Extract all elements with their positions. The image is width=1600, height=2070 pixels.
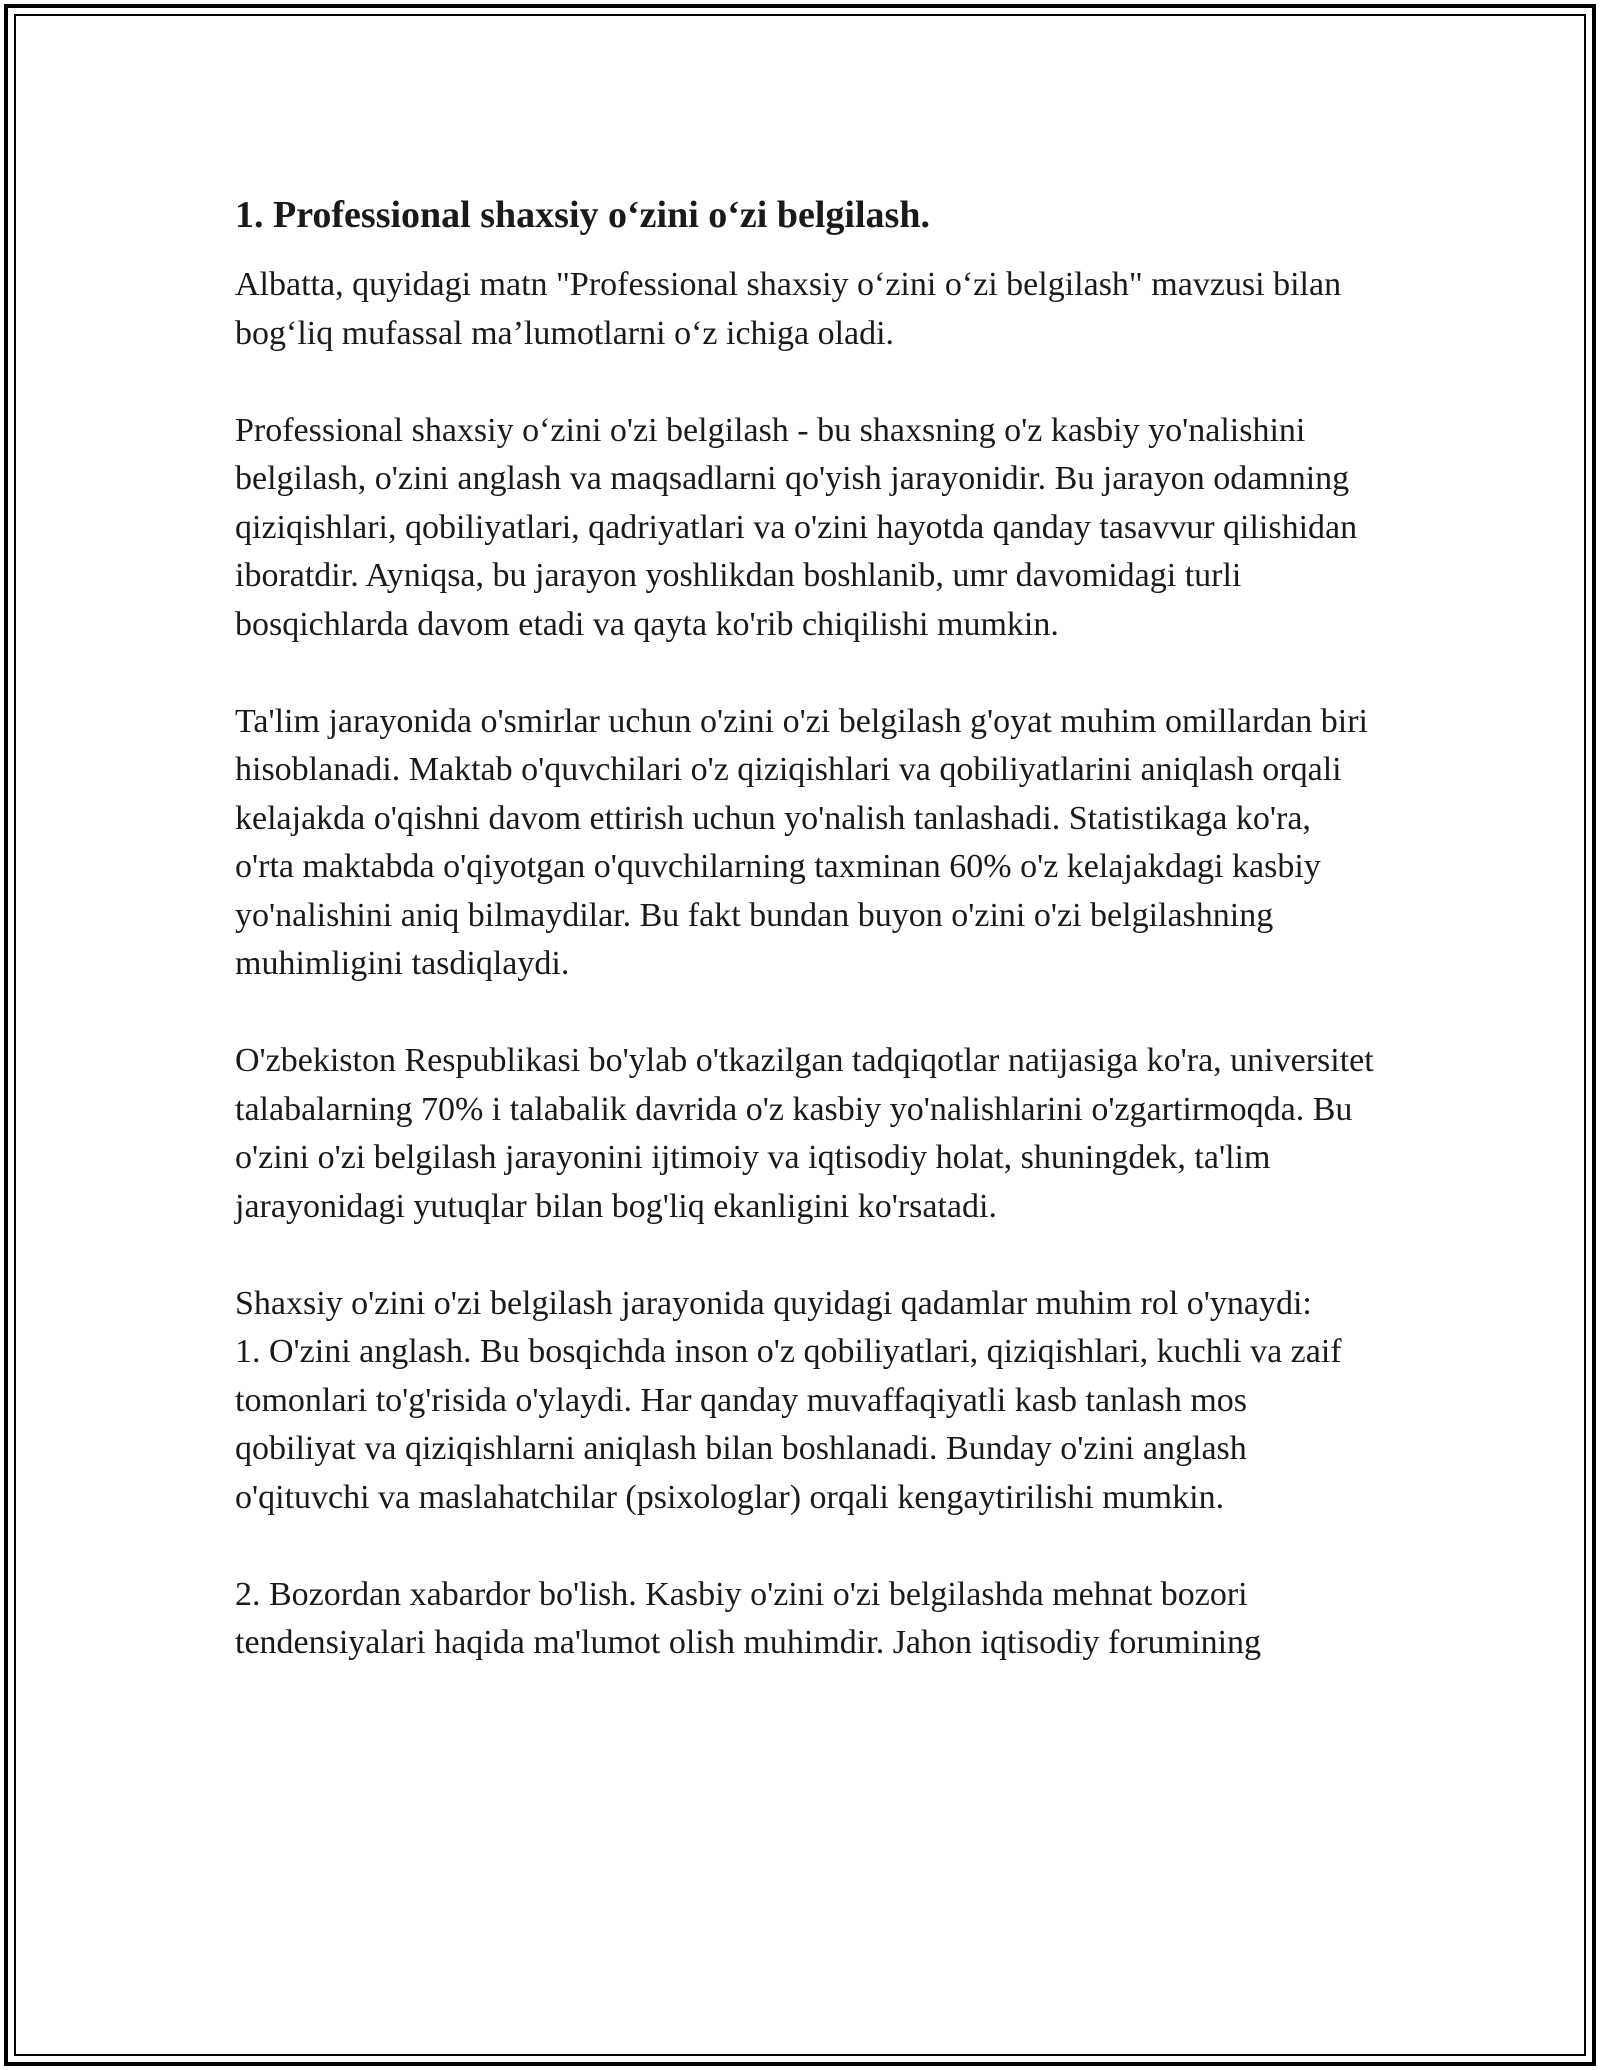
paragraph-research: O'zbekiston Respublikasi bo'ylab o'tkazilgan tadqiqotlar natijasiga ko'ra, universitet talabalarning 70% i talabalik davrida o'z kasbiy yo'nalishlarini o'zgartirmoqda. Bu o'zini o'zi belgilash jarayonini ijtimoiy va iqtisodiy holat, shuningdek, ta'lim jarayonidagi yutuqlar bilan bog'liq ekanligini ko'rsatadi. — [235, 1042, 1374, 1225]
paragraph-intro: Albatta, quyidagi matn "Professional shaxsiy o‘zini o‘zi belgilash" mavzusi bilan bog‘liq mufassal ma’lumotlarni o‘z ichiga oladi. — [235, 266, 1342, 352]
document-body — [235, 185, 1375, 1716]
paragraph-steps-intro: Shaxsiy o'zini o'zi belgilash jarayonida quyidagi qadamlar muhim rol o'ynaydi: — [235, 1284, 1312, 1322]
list-item-self-awareness: 1. O'zini anglash. Bu bosqichda inson o'z qobiliyatlari, qiziqishlari, kuchli va zaif tomonlari to'g'risida o'ylaydi. Har qanday muvaffaqiyatli kasb tanlash mos qobiliyat va qiziqishlarni aniqlash bilan boshlanadi. Bunday o'zini anglash o'qituvchi va maslahatchilar (psixologlar) orqali kengaytirilishi mumkin. — [235, 1333, 1342, 1516]
paragraph-definition: Professional shaxsiy o‘zini o'zi belgilash - bu shaxsning o'z kasbiy yo'nalishini belgilash, o'zini anglash va maqsadlarni qo'yish jarayonidir. Bu jarayon odamning qiziqishlari, qobiliyatlari, qadriyatlari va o'zini hayotda qanday tasavvur qilishidan iboratdir. Ayniqsa, bu jarayon yoshlikdan boshlanib, umr davomidagi turli bosqichlarda davom etadi va qayta ko'rib chiqilishi mumkin. — [235, 411, 1358, 643]
document-title: 1. Professional shaxsiy o‘zini o‘zi belgilash. — [235, 194, 930, 236]
list-item-market-awareness: 2. Bozordan xabardor bo'lish. Kasbiy o'zini o'zi belgilashda mehnat bozori tendensiyalari haqida ma'lumot olish muhimdir. Jahon iqtisodiy forumining — [235, 1575, 1262, 1661]
paragraph-education: Ta'lim jarayonida o'smirlar uchun o'zini o'zi belgilash g'oyat muhim omillardan biri hisoblanadi. Maktab o'quvchilari o'z qiziqishlari va qobiliyatlarini aniqlash orqali kelajakda o'qishni davom ettirish uchun yo'nalish tanlashadi. Statistikaga ko'ra, o'rta maktabda o'qiyotgan o'quvchilarning taxminan 60% o'z kelajakdagi kasbiy yo'nalishini aniq bilmaydilar. Bu fakt bundan buyon o'zini o'zi belgilashning muhimligini tasdiqlaydi. — [235, 702, 1368, 982]
